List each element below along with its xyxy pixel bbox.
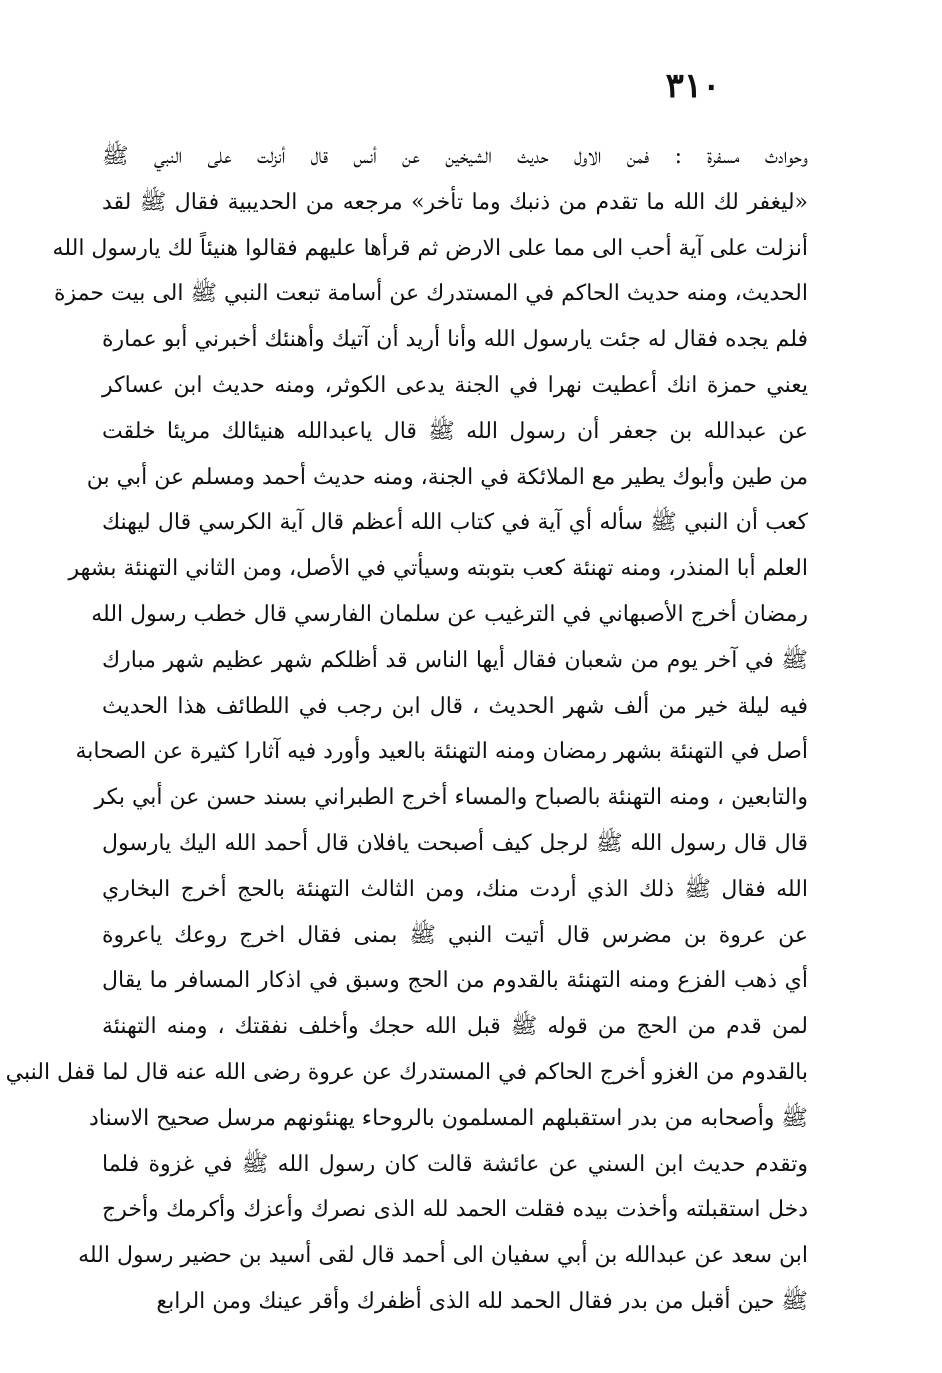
text-line: يعني حمزة انك أعطيت نهرا في الجنة يدعى الكوثر، ومنه حديث ابن عساكر (102, 372, 808, 398)
text-line: ﷺ وأصحابه من بدر استقبلهم المسلمون بالروحاء يهنئونهم مرسل صحيح الاسناد (89, 1105, 808, 1131)
text-line: عن عبدالله بن جعفر أن رسول الله ﷺ قال ياعبدالله هنيئالك مريئا خلقت (102, 418, 808, 444)
text-line: الله فقال ﷺ ذلك الذي أردت منك، ومن الثالث التهنئة بالحج أخرج البخاري (102, 876, 808, 902)
text-line: ﷺ حين أقبل من بدر فقال الحمد لله الذى أظفرك وأقر عينك ومن الرابع (156, 1288, 808, 1314)
page-number: ٣١٠ (665, 66, 721, 106)
text-line: لمن قدم من الحج من قوله ﷺ قبل الله حجك وأخلف نفقتك ، ومنه التهنئة (102, 1014, 808, 1040)
text-line: العلم أبا المنذر، ومنه تهنئة كعب بتوبته وسيأتي في الأصل، ومن الثاني التهنئة بشهر (68, 556, 808, 582)
text-line: «ليغفر لك الله ما تقدم من ذنبك وما تأخر» مرجعه من الحديبية فقال ﷺ لقد (102, 189, 808, 215)
text-line: أي ذهب الفزع ومنه التهنئة بالقدوم من الحج وسبق في اذكار المسافر ما يقال (102, 968, 808, 994)
body-text (5, 134, 808, 1325)
text-line: ﷺ في آخر يوم من شعبان فقال أيها الناس قد أظلكم شهر عظيم شهر مبارك (102, 647, 808, 673)
text-line: رمضان أخرج الأصبهاني في الترغيب عن سلمان الفارسي قال خطب رسول الله (91, 601, 808, 627)
text-line: ابن سعد عن عبدالله بن أبي سفيان الى أحمد قال لقى أسيد بن حضير رسول الله (78, 1243, 808, 1269)
text-line: بالقدوم من الغزو أخرج الحاكم في المستدرك عن عروة رضى الله عنه قال لما قفل النبي (5, 1059, 808, 1085)
text-line: من طين وأبوك يطير مع الملائكة في الجنة، ومنه حديث أحمد ومسلم عن أبي بن (86, 464, 808, 490)
text-line: فلم يجده فقال له جئت يارسول الله وأنا أريد أن آتيك وأهنئك أخبرني أبو عمارة (102, 327, 808, 353)
text-line: دخل استقبلته وأخذت بيده فقلت الحمد لله الذى نصرك وأعزك وأكرمك وأخرج (102, 1197, 808, 1223)
text-line: كعب أن النبي ﷺ سأله أي آية في كتاب الله أعظم قال آية الكرسي قال ليهنك (102, 510, 808, 536)
text-line: وحوادث مسفرة : فمن الاول حديث الشيخين عن أنس قال أنزلت على النبي ﷺ (102, 144, 808, 169)
text-line: وتقدم حديث ابن السني عن عائشة قالت كان رسول الله ﷺ في غزوة فلما (102, 1151, 808, 1177)
text-line: قال قال رسول الله ﷺ لرجل كيف أصبحت يافلان قال أحمد الله اليك يارسول (102, 830, 808, 856)
text-line: عن عروة بن مضرس قال أتيت النبي ﷺ بمنى فقال اخرج روعك ياعروة (102, 922, 808, 948)
text-line: أنزلت على آية أحب الى مما على الارض ثم قرأها عليهم فقالوا هنيئاً لك يارسول الله (52, 235, 808, 261)
text-line: والتابعين ، ومنه التهنئة بالصباح والمساء أخرج الطبراني بسند حسن عن أبي بكر (94, 785, 808, 811)
text-line: أصل في التهنئة بشهر رمضان ومنه التهنئة بالعيد وأورد فيه آثارا كثيرة عن الصحابة (75, 739, 808, 765)
text-line: فيه ليلة خير من ألف شهر الحديث ، قال ابن رجب في اللطائف هذا الحديث (102, 693, 808, 719)
text-line: الحديث، ومنه حديث الحاكم في المستدرك عن أسامة تبعت النبي ﷺ الى بيت حمزة (54, 281, 808, 307)
